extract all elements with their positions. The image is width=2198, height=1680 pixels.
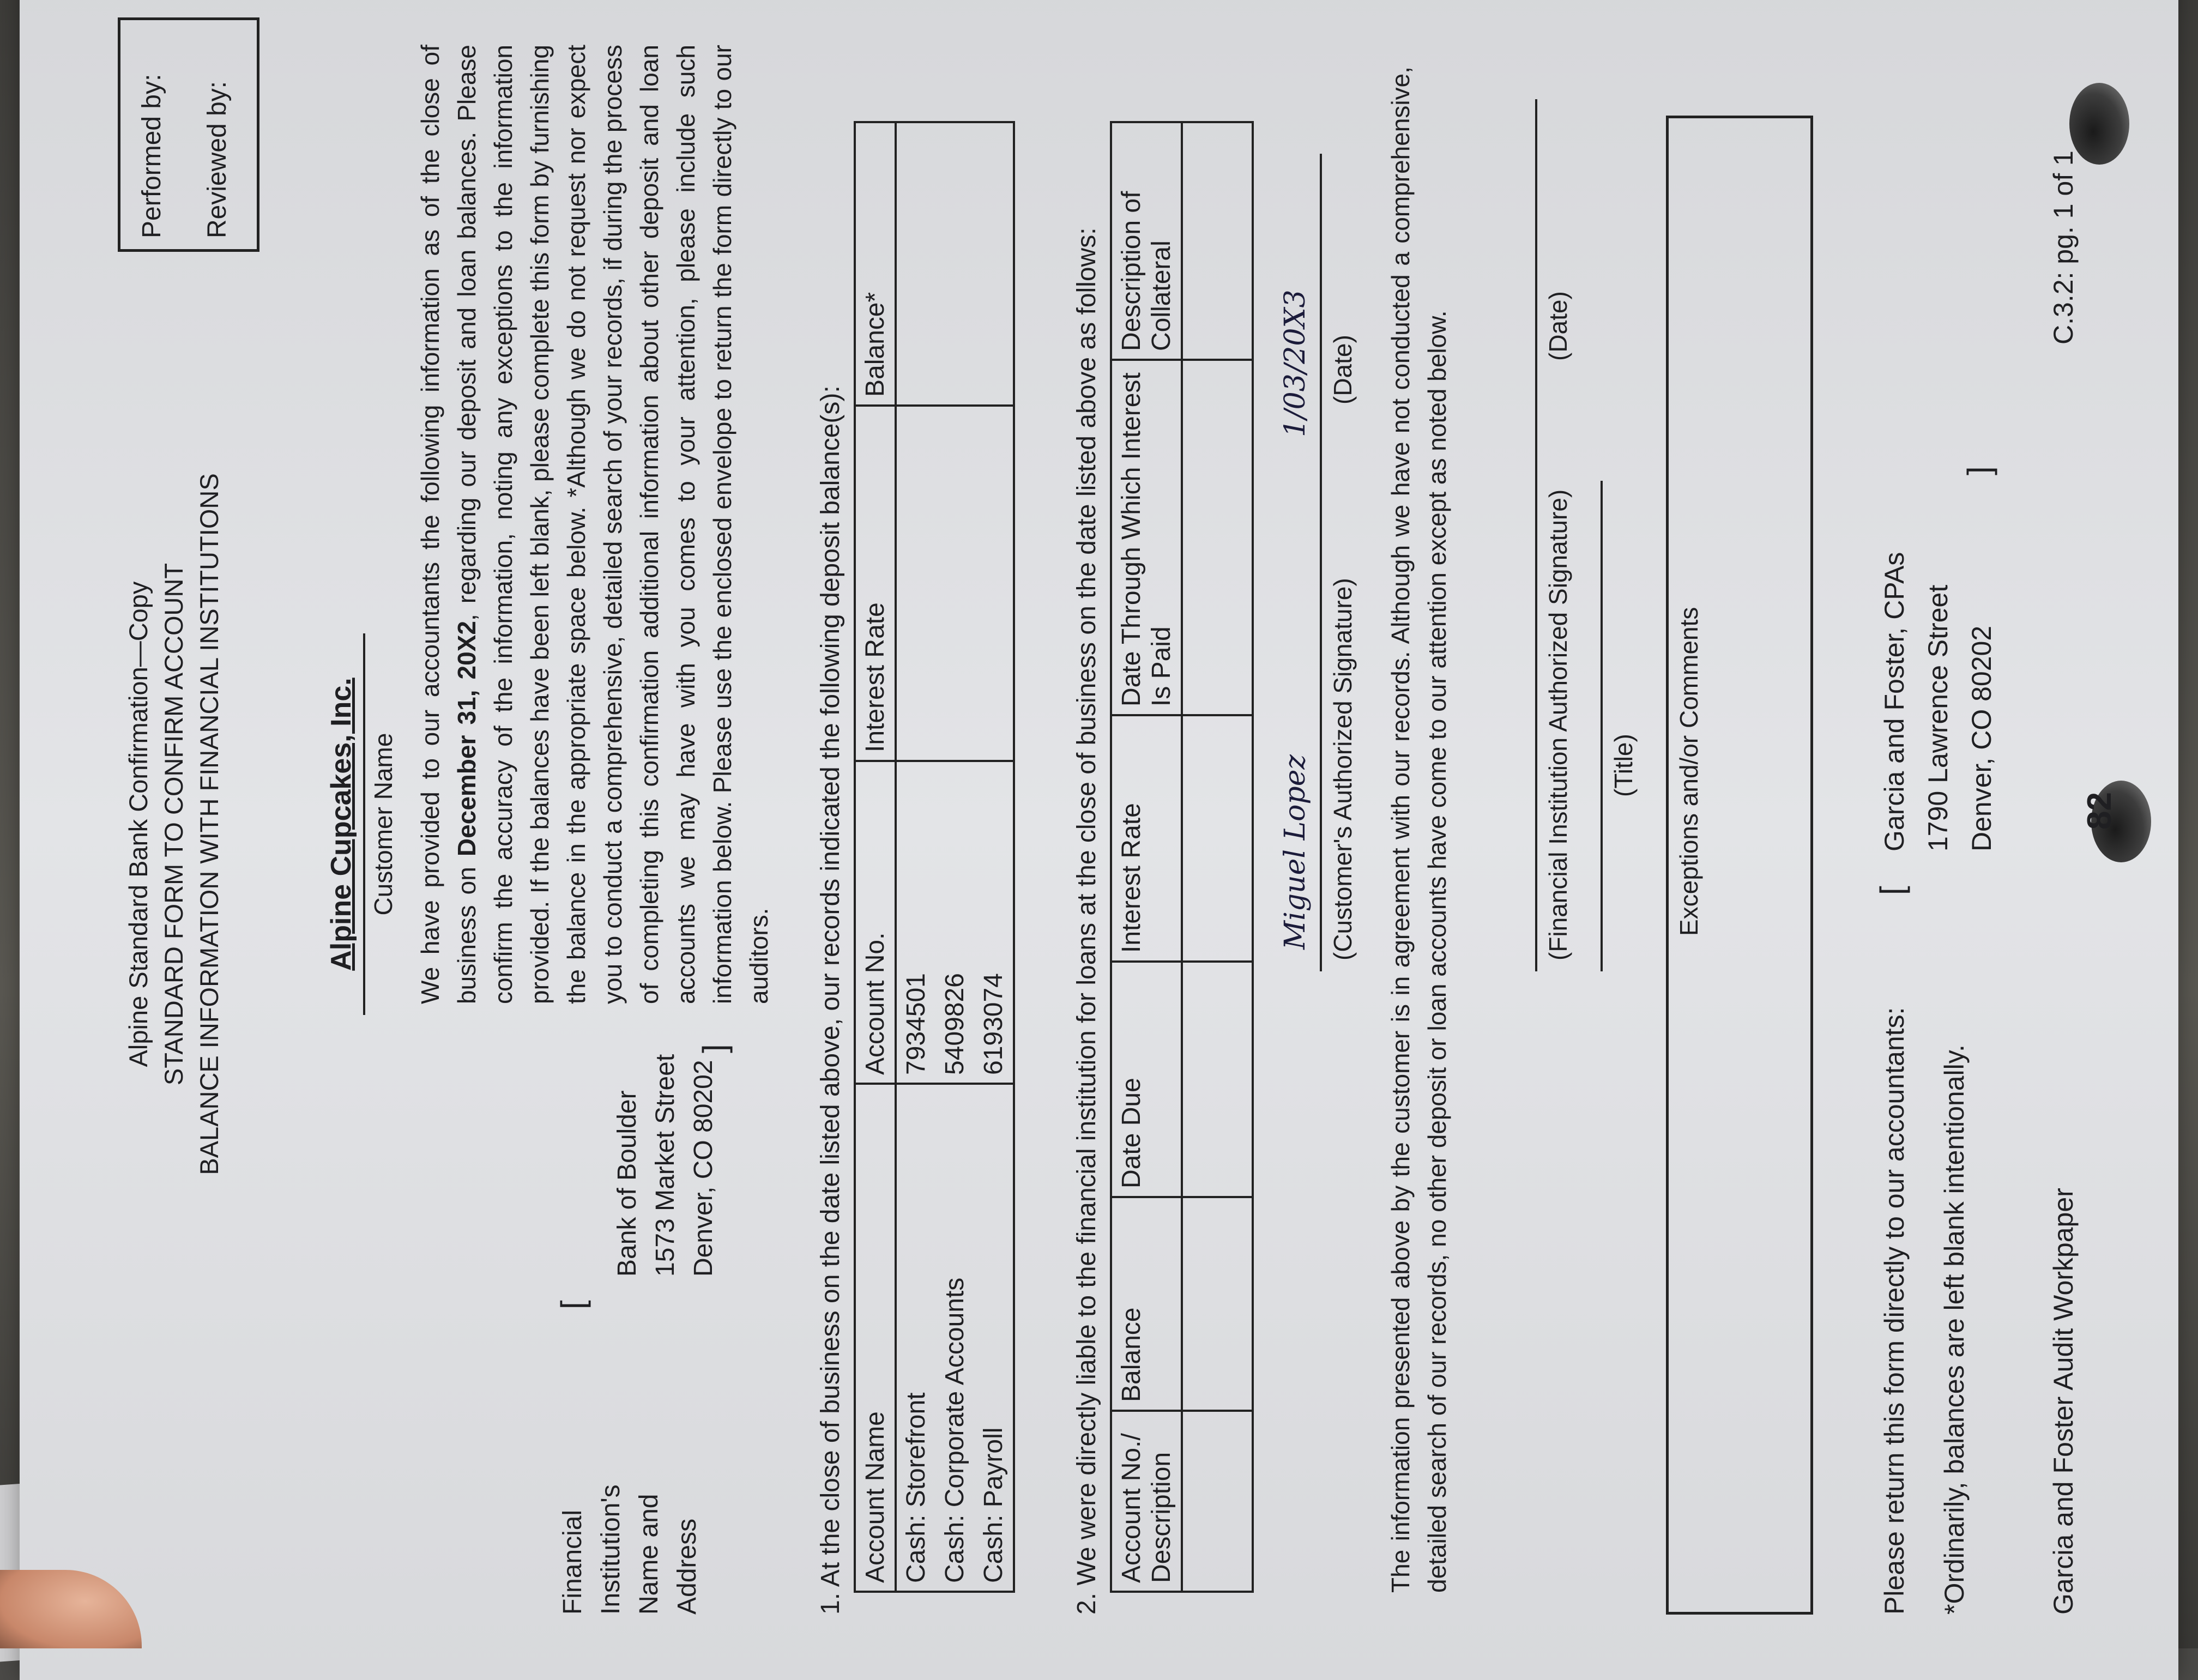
loan-table: Account No./ Description Balance Date Due Interest Rate Date Through Which Interest Is Paid Description of Collateral: [1110, 121, 1254, 1593]
table-row: Cash: Storefront 7934501: [896, 122, 935, 1592]
workpaper-reference: C.3.2: pg. 1 of 1: [2048, 150, 2079, 345]
customer-name: Alpine Cupcakes, Inc.: [325, 678, 357, 971]
form-content: Performed by: Reviewed by: Alpine Standard Bank Confirmation—Copy STANDARD FORM TO CONFIRM ACCOUNT BALANCE INFORMATION WITH FINANCIAL INSTITUTIONS Alpine Cupcakes, Inc. Customer Name Financial Institution's Name and Address [ Bank of Boulder 1573 Market Street Denver, CO 80202 ] We have provided to our accountants the following information as of the close of business on December 31, 20X2, regarding our deposit and loan balances. Please confirm the accuracy of the information, noting any exceptions to the information provided. If the balances have been left blank, please complete this form by furnishing the balance in the appropriate space below. *Although we do not request nor expect you to conduct a comprehensive, detailed search of your records, if during the process of completing this confirmation additional information about other deposit and loan accounts we may have with you comes to your attention, please include such information below. Please use the enclosed envelope to return the form directly to our auditors. 1. At the close of business on the date listed above, our records indicated the following deposit balance(s): Account Name Account No. Interest Rate Balance* Cash: Storefront 7934501 Cash: Corporate Accounts 5409826 Cash: Payroll 6193074 2. We were directly liable to the financial institution for loans at the close of business on the date listed above as follows: Account No./ Description Balance Date Due Interest Rate Date Through Which Interest Is Paid Description of Collateral Miguel Lopez 1/03/20X3 (Customer's Authorized Signature) (Date) The information presented above by the customer is in agreement with our records. Although we have not conducted a comprehensive, detailed search of our records, no other deposit or loan accounts have come to our attention except as noted below. (Financial Institution Authorized Signature) (Date) (Title) Exceptions and/or Comments Please return this form directly to our accountants: [ Garcia and Foster, CPAs 1790 Lawrence Street Denver, CO 80202 ] *Ordinarily, balances are left blank intentionally. Garcia and Foster Audit Workpaper C.3.2: pg. 1 of 1 82: [107, 34, 2124, 1615]
accountant-city: Denver, CO 80202: [1966, 625, 1997, 851]
footnote: *Ordinarily, balances are left blank intentionally.: [1939, 1044, 1970, 1615]
customer-name-caption: Customer Name: [363, 633, 398, 1015]
customer-signature-date: 1/03/20X3: [1279, 289, 1312, 437]
as-of-date: December 31, 20X2: [452, 621, 481, 857]
exceptions-box: [1666, 116, 1813, 1615]
workpaper-label: Garcia and Foster Audit Workpaper: [2048, 1188, 2079, 1615]
form-title: Alpine Standard Bank Confirmation—Copy: [124, 581, 153, 1067]
confirmation-form-page: [20, 0, 2178, 1680]
section-1-title: 1. At the close of business on the date listed above, our records indicated the following deposit balance(s):: [816, 385, 845, 1615]
col-interest-rate: Interest Rate: [855, 406, 896, 761]
agreement-paragraph: The information presented above by the customer is in agreement with our records. Although we have not conducted a comprehensive, detailed search of our records, no other deposit or loan accounts have come to our attention except as noted below.: [1386, 67, 1451, 1593]
col-balance: Balance*: [855, 122, 896, 406]
institution-label: Financial Institution's Name and Address: [558, 1484, 702, 1615]
bank-city: Denver, CO 80202: [689, 1060, 718, 1277]
section-2-title: 2. We were directly liable to the financial institution for loans at the close of business on the date listed above as follows:: [1072, 227, 1101, 1615]
bank-street: 1573 Market Street: [651, 1054, 680, 1277]
return-instruction: Please return this form directly to our accountants:: [1879, 1007, 1910, 1615]
bracket-right: ]: [696, 1044, 733, 1053]
form-subtitle-2: BALANCE INFORMATION WITH FINANCIAL INSTITUTIONS: [195, 473, 224, 1175]
performed-by-label: Performed by:: [137, 74, 166, 238]
form-subtitle: STANDARD FORM TO CONFIRM ACCOUNT: [159, 563, 188, 1086]
reviewed-by-label: Reviewed by:: [203, 81, 232, 238]
customer-signature: Miguel Lopez: [1279, 754, 1312, 950]
institution-signature-line: [1535, 99, 1537, 971]
exceptions-label: Exceptions and/or Comments: [1675, 607, 1703, 936]
signature-line: [1320, 154, 1322, 971]
col-account-name: Account Name: [855, 1084, 896, 1592]
title-label: (Title): [1609, 734, 1638, 797]
table-row: Cash: Corporate Accounts 5409826: [935, 122, 974, 1592]
customer-name-block: [325, 633, 398, 1015]
accountant-street: 1790 Lawrence Street: [1923, 584, 1953, 851]
table-row: [1182, 122, 1253, 1592]
intro-paragraph: We have provided to our accountants the following information as of the close of business on December 31, 20X2, regarding our deposit and loan balances. Please confirm the accuracy of the information, noting any exceptions to the information provided. If the balances have been left blank, please complete this form by furnishing the balance in the appropriate space below. *Although we do not request nor expect you to conduct a comprehensive, detailed search of your records, if during the process of completing this confirmation additional information about other deposit and loan accounts we may have with you comes to your attention, please include such information below. Please use the enclosed envelope to return the form directly to our auditors.: [416, 44, 773, 1004]
institution-address: [608, 1054, 723, 1277]
bracket-left: [: [554, 1300, 591, 1309]
col-account-no: Account No.: [855, 761, 896, 1084]
title-line: [1601, 481, 1603, 971]
bank-name: Bank of Boulder: [613, 1090, 642, 1277]
customer-date-label: (Date): [1329, 335, 1357, 404]
accountant-firm: Garcia and Foster, CPAs: [1879, 552, 1910, 851]
customer-signature-label: (Customer's Authorized Signature): [1329, 578, 1357, 960]
table-row: Cash: Payroll 6193074: [974, 122, 1014, 1592]
institution-signature-label: (Financial Institution Authorized Signature): [1544, 489, 1572, 960]
page-number: 82: [2081, 792, 2118, 830]
institution-date-label: (Date): [1544, 291, 1572, 361]
deposit-table: [854, 121, 1015, 1593]
